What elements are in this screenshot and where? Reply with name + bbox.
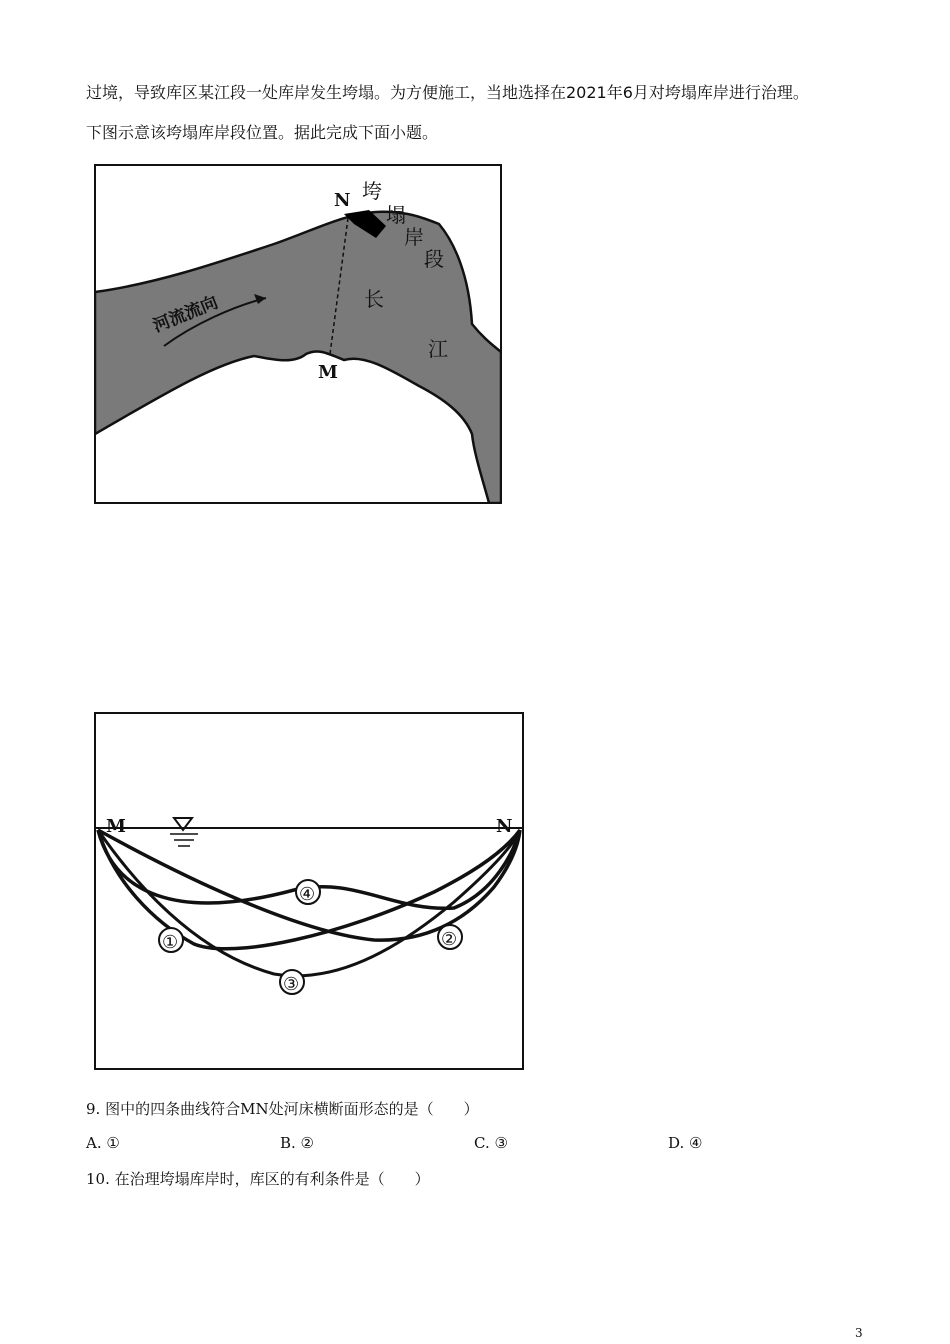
question-10-stem: 10. 在治理垮塌库岸时，库区的有利条件是（ ）: [86, 1170, 430, 1188]
collapse-label-char-4: 段: [424, 247, 444, 271]
curve-2-label: [438, 925, 462, 950]
label-m: M: [318, 362, 338, 383]
curve-4-label: [296, 880, 320, 905]
collapse-label-char-3: 岸: [404, 225, 424, 249]
q9-option-b[interactable]: B. ②: [280, 1134, 315, 1152]
svg-text:①: ①: [162, 932, 179, 953]
collapse-label-char-2: 塌: [386, 203, 406, 227]
intro-line-1: 过境，导致库区某江段一处库岸发生垮塌。为方便施工，当地选择在2021年6月对垮塌库岸进行治理。: [86, 83, 809, 102]
q9-option-a[interactable]: A. ①: [86, 1134, 120, 1152]
collapse-label-char-1: 垮: [362, 179, 382, 203]
section-label-n: N: [496, 816, 513, 837]
page-number: 3: [855, 1326, 863, 1340]
curve-1-label: [159, 928, 183, 953]
svg-text:④: ④: [299, 884, 316, 905]
river-name-char-1: 长: [364, 287, 384, 311]
curve-3-label: [280, 970, 304, 995]
label-n: N: [334, 190, 351, 211]
svg-text:③: ③: [283, 974, 300, 995]
river-name-char-2: 江: [428, 337, 448, 361]
cross-section-diagram: [94, 712, 526, 1072]
flow-label: 河流流向: [150, 292, 221, 337]
question-9-stem: 9. 图中的四条曲线符合MN处河床横断面形态的是（ ）: [86, 1100, 479, 1118]
svg-text:②: ②: [441, 929, 458, 950]
section-label-m: M: [106, 816, 126, 837]
intro-line-2: 下图示意该垮塌库岸段位置。据此完成下面小题。: [86, 123, 439, 142]
q9-option-c[interactable]: C. ③: [474, 1134, 508, 1152]
collapse-location-map: [94, 164, 502, 504]
q9-option-d[interactable]: D. ④: [668, 1134, 703, 1152]
